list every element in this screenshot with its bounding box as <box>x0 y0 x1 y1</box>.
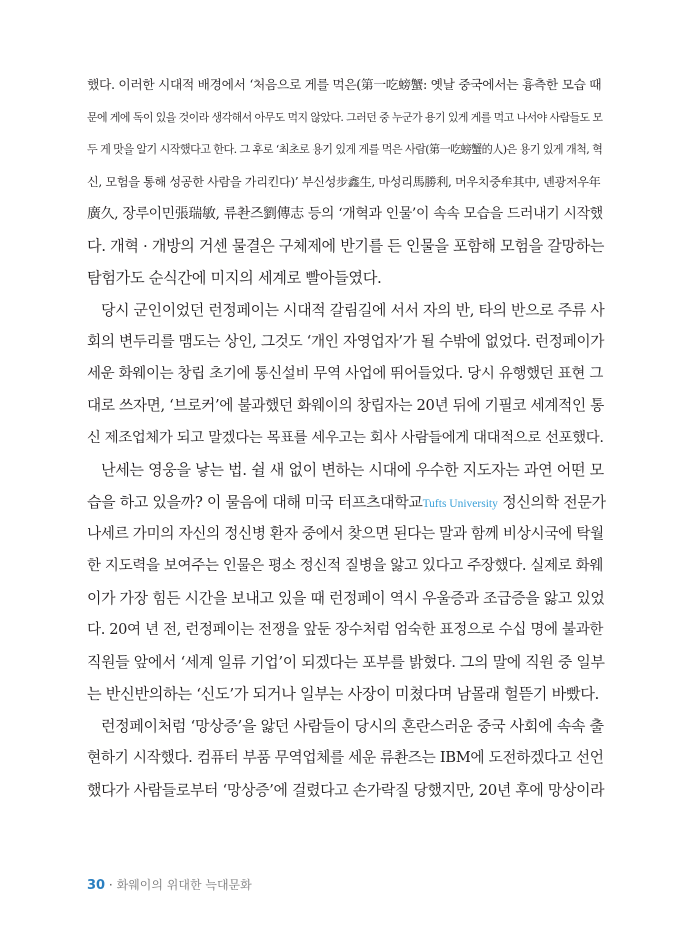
text-line: 신, 모험을 통해 성공한 사람을 가리킨다)’ 부신성步鑫生, 마성리馬勝利, 머우치중牟其中, 녠광저우年 <box>87 175 601 189</box>
text-line <box>87 486 607 518</box>
text-line: 한 지도력을 보여주는 인물은 평소 정신적 질병을 앓고 있다고 주장했다. 실제로 화웨 <box>87 558 604 574</box>
text-line: 했다가 사람들로부터 ‘망상증’에 걸렸다고 손가락질 당했지만, 20년 후에 망상이라 <box>87 781 605 799</box>
text-line: 신 제조업체가 되고 말겠다는 목표를 세우고는 회사 사람들에게 대대적으로 선포했다. <box>87 430 604 446</box>
page-footer <box>87 876 252 893</box>
text-line: 다. 개혁 · 개방의 거센 물결은 구체제에 반기를 든 인물을 포함해 모험을 갈망하는 <box>87 237 605 255</box>
footer-separator: · <box>108 878 113 892</box>
text-line: 탐험가도 순식간에 미지의 세계로 빨아들였다. <box>87 269 382 287</box>
text-line: 했다. 이러한 시대적 배경에서 ‘처음으로 게를 먹은(第一吃螃蟹: 옛날 중국에서는 흉측한 모습 때 <box>87 78 602 93</box>
text-line: 대로 쓰자면, ‘브로커’에 불과했던 화웨이의 창립자는 20년 뒤에 기필코 세계적인 통 <box>87 397 604 414</box>
text-line: 나세르 가미의 자신의 정신병 환자 중에서 찾으면 된다는 말과 함께 비상시국에 탁월 <box>87 525 604 542</box>
text-line: 현하기 시작했다. 컴퓨터 부품 무역업체를 세운 류촨즈는 IBM에 도전하겠다고 선언 <box>87 749 604 766</box>
text-line: 당시 군인이었던 런정페이는 시대적 갈림길에 서서 자의 반, 타의 반으로 주류 사 <box>101 301 605 319</box>
text-line: 런정페이처럼 ‘망상증’을 앓던 사람들이 당시의 혼란스러운 중국 사회에 속속 출 <box>101 717 604 735</box>
text-line: 회의 변두리를 맴도는 상인, 그것도 ‘개인 자영업자’가 될 수밖에 없었다. 런정페이가 <box>87 333 605 350</box>
text-line: 다. 20여 년 전, 런정페이는 전쟁을 앞둔 장수처럼 엄숙한 표정으로 수십 명에 불과한 <box>87 621 604 638</box>
text-line: 廣久, 장루이민張瑞敏, 류촨즈劉傳志 등의 ‘개혁과 인물’이 속속 모습을 드러내기 시작했 <box>87 206 603 222</box>
text-line: 세운 화웨이는 창립 초기에 통신설비 무역 사업에 뛰어들었다. 당시 유행했던 표현 그 <box>87 366 604 382</box>
page-number: 30 <box>87 878 106 893</box>
inline-english-term: Tufts University <box>422 498 498 510</box>
text-line: 는 반신반의하는 ‘신도’가 되거나 일부는 사장이 미쳤다며 남몰래 헐뜯기 바빴다. <box>87 685 600 703</box>
text-segment: 습을 하고 있을까? 이 물음에 대해 미국 터프츠대학교 <box>87 493 423 511</box>
body-text <box>87 70 607 806</box>
text-line-footnote: 문에 게에 독이 있을 것이라 생각해서 아무도 먹지 않았다. 그러던 중 누군가 용기 있게 게를 먹고 나서야 사람들도 모 <box>87 111 603 124</box>
text-line: 난세는 영웅을 낳는 법. 쉴 새 없이 변하는 시대에 우수한 지도자는 과연 어떤 모 <box>101 461 604 479</box>
text-line: 이가 가장 힘든 시간을 보내고 있을 때 런정페이 역시 우울증과 조급증을 앓고 있었 <box>87 589 605 607</box>
text-line-footnote: 두 게 맛을 알기 시작했다고 한다. 그 후로 ‘최초로 용기 있게 게를 먹은 사람(第一吃螃蟹的人)은 용기 있게 개척, 혁 <box>87 143 603 156</box>
book-title: 화웨이의 위대한 늑대문화 <box>116 878 252 892</box>
text-line: 직원들 앞에서 ‘세계 일류 기업’이 되겠다는 포부를 밝혔다. 그의 말에 직원 중 일부 <box>87 653 605 671</box>
text-segment: 정신의학 전문가 <box>502 493 606 511</box>
